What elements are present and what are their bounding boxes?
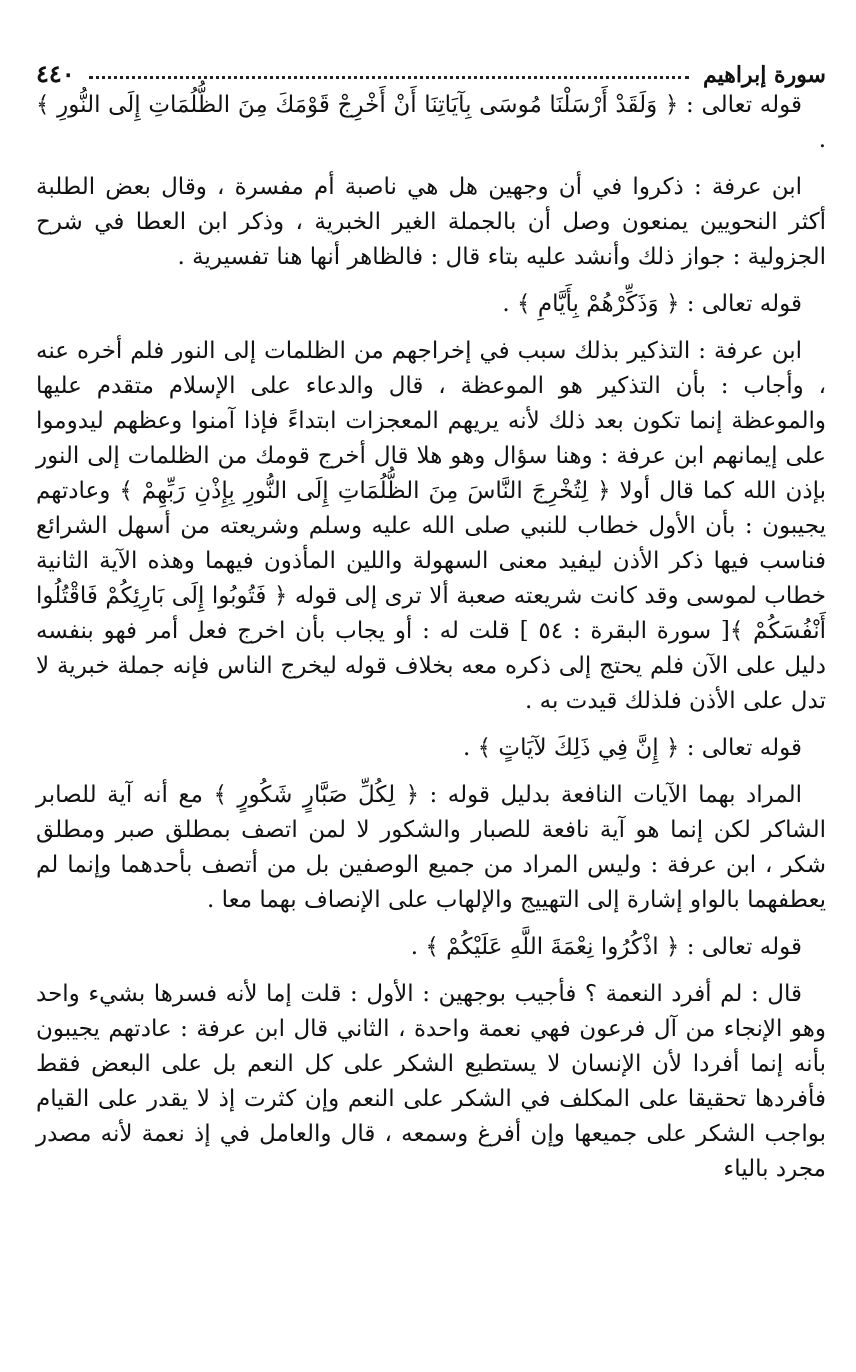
page-body: [36, 88, 826, 1187]
running-header: [36, 46, 826, 86]
paragraph-verse-14-5: قوله تعالى : ﴿ وَلَقَدْ أَرْسَلْنَا مُوسَى بِآيَاتِنَا أَنْ أَخْرِجْ قَوْمَكَ مِنَ الظُّلُمَاتِ إِلَى النُّورِ ﴾ .: [36, 92, 826, 153]
paragraph-commentary: قال : لم أفرد النعمة ؟ فأجيب بوجهين : الأول : قلت إما لأنه فسرها بشيء واحد وهو الإنجاء من آل فرعون فهي نعمة واحدة ، الثاني قال ابن عرفة : عادتهم يجيبون بأنه إنما أفردا لأن الإنسان لا يستطيع الشكر على كل النعم بل على البعض فقط فأفردها تحقيقا على المكلف في الشكر على النعم وإن كثرت إذ لا يقدر على القيام بواجب الشكر على جميعها وإن أفرغ وسمعه ، قال والعامل في إذ نعمة لأنه مصدر مجرد بالياء: [36, 981, 826, 1182]
book-page: [36, 46, 826, 1356]
surah-title: سورة إبراهيم: [703, 62, 826, 88]
paragraph-verse: قوله تعالى : ﴿ اذْكُرُوا نِعْمَةَ اللَّهِ عَلَيْكُمْ ﴾ .: [410, 934, 802, 960]
paragraph-commentary: المراد بهما الآيات النافعة بدليل قوله : ﴿ لِكُلِّ صَبَّارٍ شَكُورٍ ﴾ مع أنه آية للصابر الشاكر لكن إنما هو آية نافعة للصبار والشكور لا لمن اتصف بمطلق صبر ومطلق شكر ، ابن عرفة : وليس المراد من جميع الوصفين بل من أتصف بأحدهما وإنما لم يعطفهما بالواو إشارة إلى التهييج والإلهاب على الإنصاف بهما معا .: [36, 782, 826, 913]
paragraph-commentary: ابن عرفة : التذكير بذلك سبب في إخراجهم من الظلمات إلى النور فلم أخره عنه ، وأجاب : بأن التذكير هو الموعظة ، قال والدعاء على الإسلام متقدم عليها والموعظة إنما تكون بعد ذلك لأنه يريهم المعجزات ابتداءً فإذا آمنوا وعظهم ليدوموا على إيمانهم ابن عرفة : وهنا سؤال وهو هلا قال أخرج قومك من الظلمات إلى النور بإذن الله كما قال أولا ﴿ لِتُخْرِجَ النَّاسَ مِنَ الظُّلُمَاتِ إِلَى النُّورِ بِإِذْنِ رَبِّهِمْ ﴾ وعادتهم يجيبون : بأن الأول خطاب للنبي صلى الله عليه وسلم وشريعته من أسهل الشرائع فناسب فيها ذكر الأذن ليفيد معنى السهولة واللين المأذون فيهما وهذه الآية الثانية خطاب لموسى وقد كانت شريعته صعبة ألا ترى إلى قوله ﴿ فَتُوبُوا إِلَى بَارِئِكُمْ فَاقْتُلُوا أَنْفُسَكُمْ ﴾[ سورة البقرة : ٥٤ ] قلت له : أو يجاب بأن اخرج فعل أمر فهو بنفسه دليل على الآن فلم يحتج إلى ذكره معه بخلاف قوله ليخرج الناس فإنه جملة خبرية لا تدل على الأذن فلذلك قيدت به .: [36, 338, 827, 714]
paragraph-verse: قوله تعالى : ﴿ إِنَّ فِي ذَلِكَ لآيَاتٍ ﴾ .: [463, 735, 802, 761]
page-number: ٤٤٠: [36, 59, 75, 88]
paragraph-verse: قوله تعالى : ﴿ وَذَكِّرْهُمْ بِأَيَّامِ ﴾ .: [502, 291, 802, 317]
header-dotted-rule: [89, 76, 689, 79]
paragraph-commentary: ابن عرفة : ذكروا في أن وجهين هل هي ناصبة أم مفسرة ، وقال بعض الطلبة أكثر النحويين يمنعون وصل أن بالجملة الغير الخبرية ، وذكر ابن العطا في شرح الجزولية : جواز ذلك وأنشد عليه بتاء قال : فالظاهر أنها هنا تفسيرية .: [36, 174, 826, 270]
